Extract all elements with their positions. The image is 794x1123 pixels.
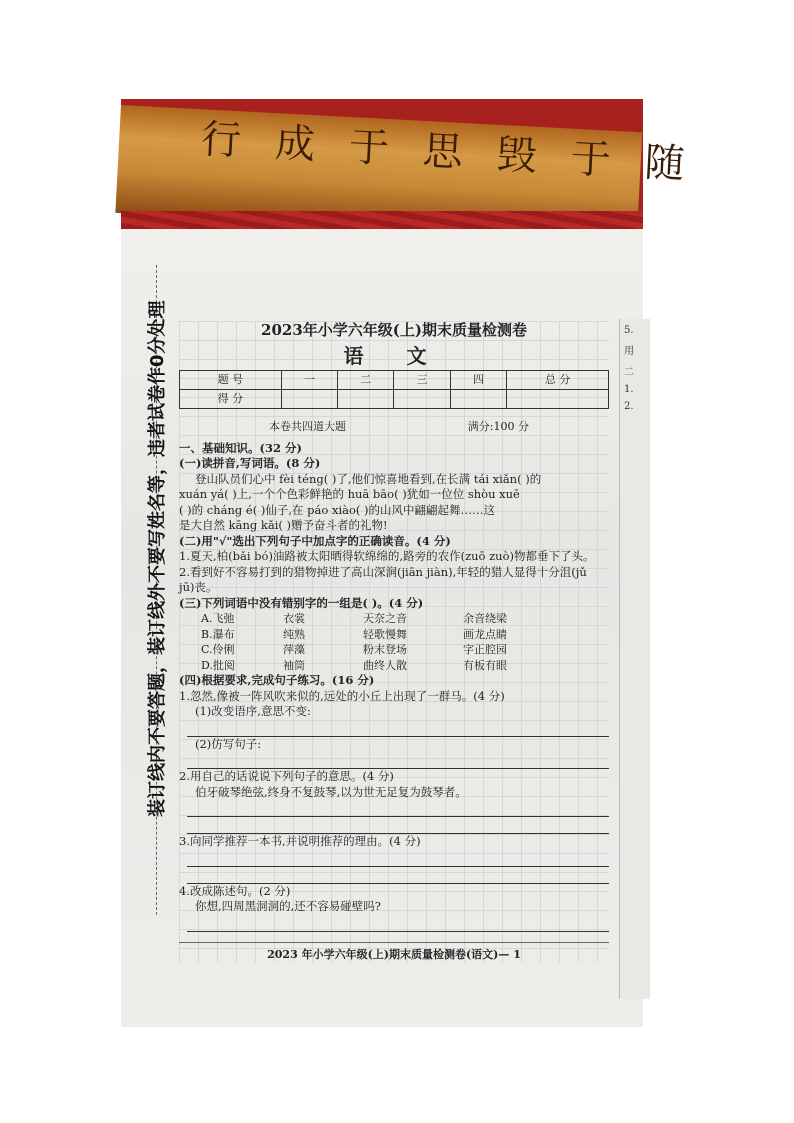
answer-line[interactable] bbox=[187, 820, 609, 834]
option-word: 袖筒 bbox=[283, 658, 305, 672]
exam-meta bbox=[179, 419, 609, 435]
option-word: 萍藻 bbox=[283, 643, 305, 656]
answer-line[interactable] bbox=[187, 755, 609, 769]
option-word: 字正腔园 bbox=[463, 643, 507, 656]
binding-notice: 装订线内不要答题，装订线外不要写姓名等，违者试卷作0分处理 bbox=[147, 300, 168, 817]
option-word: 轻歌慢舞 bbox=[363, 627, 407, 641]
question-line: 是大自然 kāng kǎi( )赠予奋斗者的礼物! bbox=[179, 518, 388, 532]
score-cell[interactable] bbox=[450, 390, 506, 409]
exam-paper bbox=[121, 229, 643, 1027]
edge-text: 二 bbox=[624, 367, 634, 378]
plaque-calligraphy: 行成于思毁于随 bbox=[199, 116, 720, 190]
full-score: 满分:100 分 bbox=[467, 420, 529, 433]
question-line: 3.向同学推荐一本书,并说明推荐的理由。(4 分) bbox=[179, 834, 421, 848]
answer-line[interactable] bbox=[187, 723, 609, 737]
score-cell[interactable] bbox=[394, 390, 450, 409]
question-line: 伯牙破琴绝弦,终身不复鼓琴,以为世无足复为鼓琴者。 bbox=[195, 784, 467, 799]
section-heading: 一、基础知识。(32 分) bbox=[179, 440, 302, 455]
question-line: (2)仿写句子: bbox=[195, 736, 262, 751]
question-line: 2.看到好不容易打到的猎物掉进了高山深涧(jiān jiàn),年轻的猎人显得十分沮(jǔ bbox=[179, 564, 587, 579]
part-heading: (三)下列词语中没有错别字的一组是( )。(4 分) bbox=[179, 595, 424, 610]
score-header: 总 分 bbox=[507, 371, 609, 390]
edge-text: 用 bbox=[624, 346, 634, 357]
section-count: 本卷共四道大题 bbox=[269, 420, 346, 433]
option-row[interactable] bbox=[179, 658, 609, 674]
score-header: 二 bbox=[338, 371, 394, 390]
answer-line[interactable] bbox=[187, 870, 609, 884]
score-header: 三 bbox=[394, 371, 450, 390]
score-row-label: 得 分 bbox=[180, 390, 282, 409]
answer-line[interactable] bbox=[187, 853, 609, 867]
question-line: 4.改成陈述句。(2 分) bbox=[179, 883, 291, 898]
question-line: 1.忽然,像被一阵风吹来似的,远处的小丘上出现了一群马。(4 分) bbox=[179, 688, 505, 703]
question-line: jū)丧。 bbox=[179, 580, 218, 594]
answer-line[interactable] bbox=[187, 803, 609, 817]
option-row[interactable] bbox=[179, 611, 609, 627]
score-header: 四 bbox=[450, 371, 506, 390]
option-row[interactable] bbox=[179, 642, 609, 658]
option-word: B.瀑布 bbox=[201, 627, 235, 641]
score-cell[interactable] bbox=[507, 390, 609, 409]
question-line: xuán yá( )上,一个个色彩鲜艳的 huā bāo( )犹如一位位 shòu xuē bbox=[179, 487, 520, 501]
question-line: (1)改变语序,意思不变: bbox=[195, 704, 311, 718]
question-line: ( )的 cháng é( )仙子,在 páo xiào( )的山风中翩翩起舞……这 bbox=[179, 502, 496, 517]
exam-photo bbox=[121, 99, 720, 1027]
page-footer: 2023 年小学六年级(上)期末质量检测卷(语文)— 1 bbox=[179, 942, 609, 963]
score-header: 一 bbox=[281, 371, 337, 390]
option-word: 天奈之音 bbox=[363, 612, 407, 625]
exam-subject: 语 文 bbox=[343, 343, 445, 368]
option-word: 余音绕梁 bbox=[463, 612, 507, 625]
question-line: 2.用自己的话说说下列句子的意思。(4 分) bbox=[179, 769, 394, 783]
exam-sheet bbox=[179, 321, 609, 962]
question-line: 1.夏天,柏(bǎi bó)油路被太阳晒得软绵绵的,路旁的农作(zuō zuò)物都垂下了头。 bbox=[179, 549, 595, 563]
option-word: C.伶俐 bbox=[201, 643, 235, 656]
edge-text: 5. bbox=[624, 325, 634, 336]
option-word: A.飞弛 bbox=[201, 612, 235, 625]
option-word: 粉末登场 bbox=[363, 643, 407, 656]
score-cell[interactable] bbox=[338, 390, 394, 409]
edge-text: 2. bbox=[624, 401, 634, 412]
option-word: 画龙点睛 bbox=[463, 627, 507, 641]
edge-text: 1. bbox=[624, 384, 634, 395]
question-line: 登山队员们心中 fèi téng( )了,他们惊喜地看到,在长满 tái xiǎn( )的 bbox=[195, 471, 542, 486]
answer-line[interactable] bbox=[187, 918, 609, 932]
option-word: 衣裳 bbox=[283, 612, 305, 625]
question-line: 你想,四周黑洞洞的,还不容易碰壁吗? bbox=[195, 899, 381, 913]
option-row[interactable] bbox=[179, 627, 609, 643]
option-word: 纯熟 bbox=[283, 627, 305, 641]
part-heading: (四)根据要求,完成句子练习。(16 分) bbox=[179, 673, 375, 687]
option-word: D.批阅 bbox=[201, 658, 235, 672]
part-heading: (二)用"√"选出下列句子中加点字的正确读音。(4 分) bbox=[179, 533, 451, 548]
next-page-edge bbox=[619, 319, 650, 999]
part-heading: (一)读拼音,写词语。(8 分) bbox=[179, 456, 321, 470]
score-table bbox=[179, 370, 609, 409]
score-cell[interactable] bbox=[281, 390, 337, 409]
exam-title: 2023年小学六年级(上)期末质量检测卷 bbox=[261, 321, 527, 339]
option-word: 有板有眼 bbox=[463, 658, 507, 672]
score-header: 题 号 bbox=[180, 371, 282, 390]
option-word: 曲终人散 bbox=[363, 658, 407, 672]
